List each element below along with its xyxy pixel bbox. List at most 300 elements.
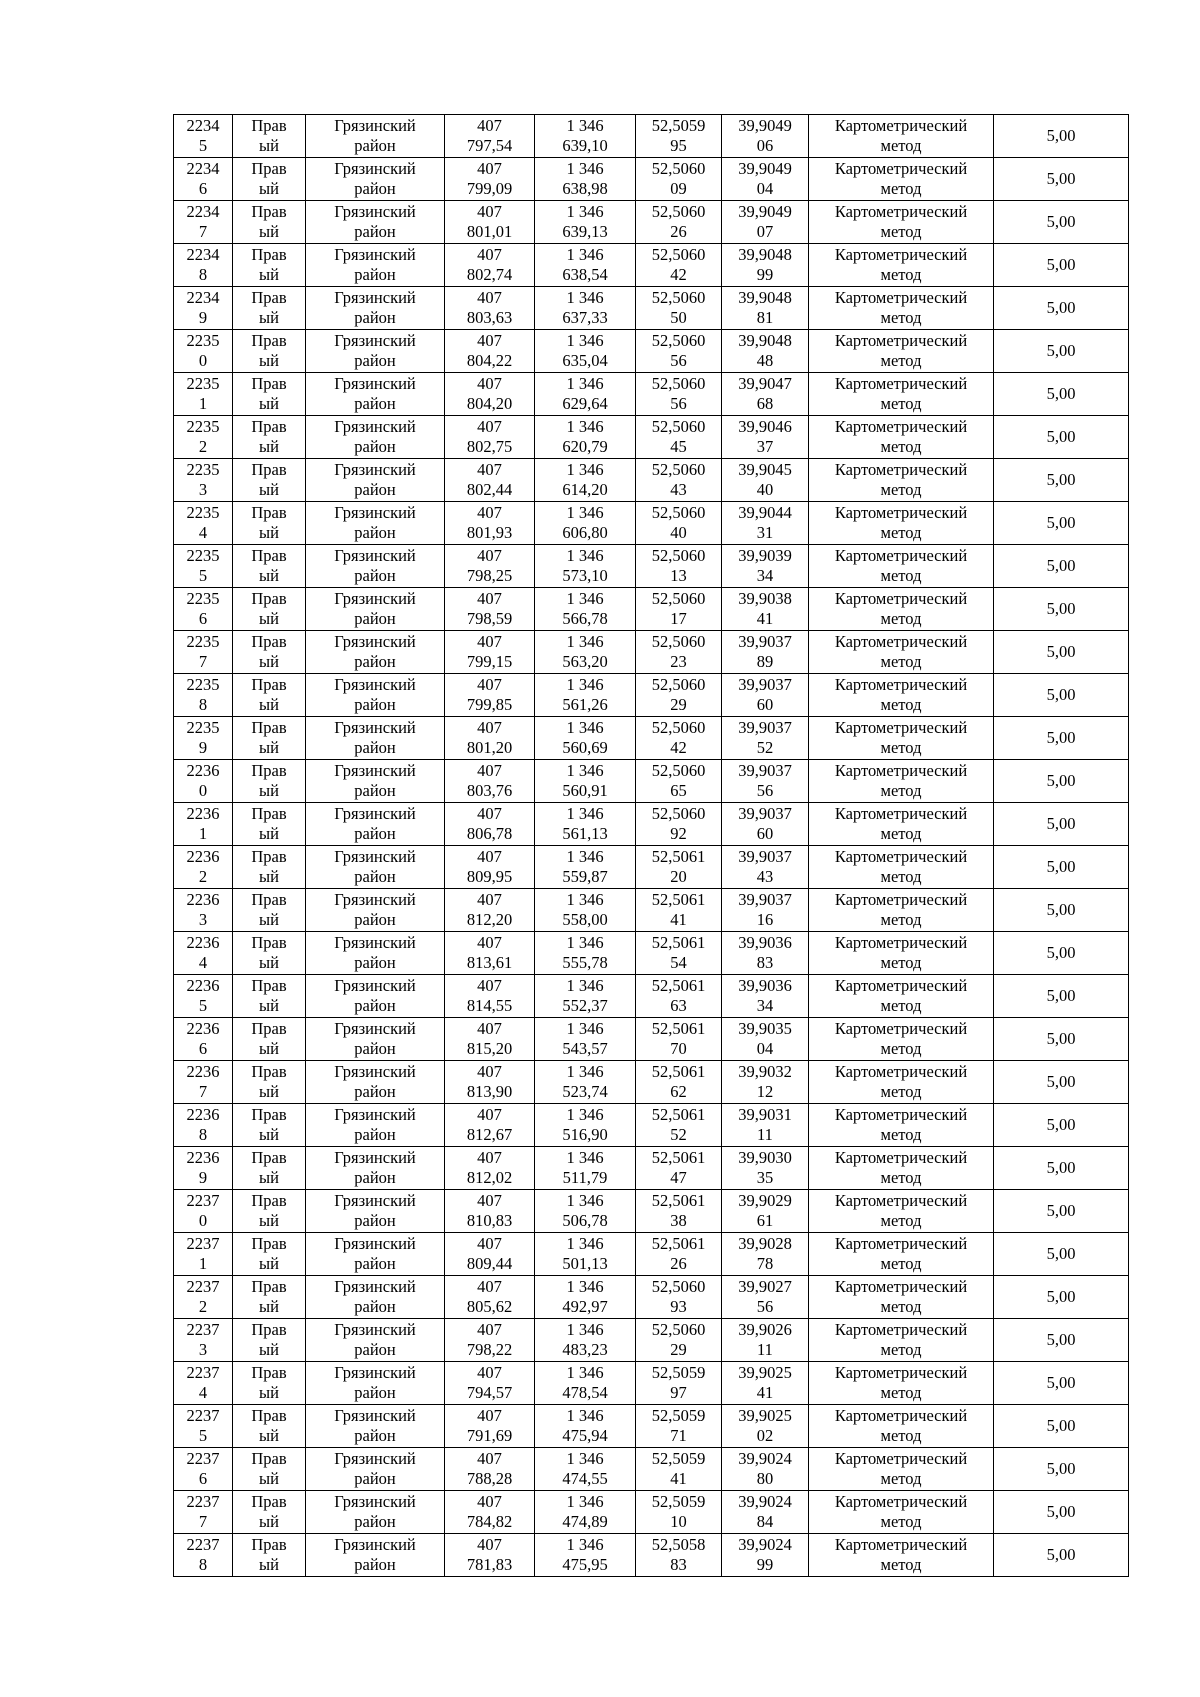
cell-coord-y: [535, 631, 636, 674]
cell-longitude-line: 39,9037: [738, 890, 792, 909]
cell-point-number-line: 5: [198, 136, 208, 155]
cell-coord-x-line: 407: [477, 1320, 502, 1339]
cell-bank-side: [233, 1491, 306, 1534]
cell-method: [809, 1405, 994, 1448]
cell-district: [306, 244, 445, 287]
cell-coord-x: [445, 1491, 535, 1534]
cell-coord-x-line: 407: [477, 1019, 502, 1038]
cell-point-number-line: 1: [198, 824, 208, 843]
cell-bank-side-line: Прав: [251, 159, 287, 178]
cell-coord-x-line: 802,44: [466, 480, 513, 499]
cell-accuracy: [994, 1362, 1129, 1405]
cell-bank-side-line: ый: [259, 351, 279, 370]
cell-latitude-line: 29: [670, 695, 687, 714]
cell-latitude: [636, 1319, 722, 1362]
cell-latitude-line: 52,5061: [651, 1148, 706, 1167]
cell-district-line: район: [354, 652, 396, 671]
cell-accuracy-value: 5,00: [1046, 986, 1076, 1005]
cell-latitude: [636, 416, 722, 459]
table-row: [174, 846, 1129, 889]
cell-coord-x-line: 407: [477, 976, 502, 995]
cell-latitude-line: 42: [670, 265, 687, 284]
cell-latitude: [636, 1190, 722, 1233]
cell-point-number-line: 2234: [186, 159, 220, 178]
cell-coord-y-line: 1 346: [566, 1105, 604, 1124]
cell-coord-y: [535, 1190, 636, 1233]
cell-district: [306, 975, 445, 1018]
cell-coord-x: [445, 1061, 535, 1104]
cell-district: [306, 1061, 445, 1104]
table-row: [174, 1147, 1129, 1190]
cell-accuracy: [994, 760, 1129, 803]
cell-coord-x-line: 802,75: [466, 437, 513, 456]
cell-method: [809, 373, 994, 416]
cell-district-line: район: [354, 910, 396, 929]
cell-coord-y: [535, 932, 636, 975]
table-row: [174, 1190, 1129, 1233]
cell-bank-side-line: ый: [259, 480, 279, 499]
cell-latitude-line: 83: [670, 1555, 687, 1574]
cell-bank-side-line: ый: [259, 222, 279, 241]
cell-bank-side-line: ый: [259, 566, 279, 585]
cell-longitude-line: 37: [756, 437, 774, 456]
cell-longitude-line: 39,9036: [738, 933, 792, 952]
cell-method-line: метод: [880, 1555, 922, 1574]
cell-coord-y-line: 558,00: [562, 910, 608, 929]
cell-bank-side-line: Прав: [251, 1277, 287, 1296]
cell-accuracy: [994, 1534, 1129, 1577]
cell-method-line: Картометрический: [834, 1105, 968, 1124]
cell-bank-side: [233, 201, 306, 244]
cell-method-line: метод: [880, 1039, 922, 1058]
cell-bank-side: [233, 1405, 306, 1448]
cell-point-number: [174, 674, 233, 717]
cell-latitude-line: 52,5061: [651, 1105, 706, 1124]
cell-district-line: район: [354, 265, 396, 284]
cell-district-line: район: [354, 308, 396, 327]
cell-bank-side-line: Прав: [251, 245, 287, 264]
cell-accuracy: [994, 932, 1129, 975]
cell-bank-side-line: Прав: [251, 1234, 287, 1253]
cell-longitude-line: 39,9038: [738, 589, 792, 608]
cell-accuracy-value: 5,00: [1046, 1287, 1076, 1306]
cell-district-line: район: [354, 1555, 396, 1574]
cell-point-number: [174, 1104, 233, 1147]
cell-bank-side-line: ый: [259, 1340, 279, 1359]
cell-longitude: [722, 330, 809, 373]
cell-method-line: Картометрический: [834, 675, 968, 694]
cell-point-number-line: 2237: [186, 1492, 220, 1511]
cell-accuracy-value: 5,00: [1046, 1201, 1076, 1220]
cell-accuracy-value: 5,00: [1046, 1115, 1076, 1134]
cell-district-line: район: [354, 1383, 396, 1402]
cell-coord-x-line: 407: [477, 1535, 502, 1554]
cell-coord-y: [535, 416, 636, 459]
cell-longitude: [722, 1061, 809, 1104]
cell-district-line: Грязинский: [334, 890, 416, 909]
cell-latitude-line: 52,5060: [651, 761, 706, 780]
cell-longitude-line: 83: [756, 953, 774, 972]
cell-bank-side: [233, 545, 306, 588]
cell-bank-side: [233, 1319, 306, 1362]
cell-longitude-line: 39,9048: [738, 245, 792, 264]
table-row: [174, 932, 1129, 975]
cell-latitude-line: 40: [670, 523, 687, 542]
cell-bank-side-line: Прав: [251, 1191, 287, 1210]
cell-method: [809, 1061, 994, 1104]
cell-latitude-line: 62: [670, 1082, 687, 1101]
cell-method: [809, 502, 994, 545]
cell-coord-x-line: 407: [477, 1062, 502, 1081]
cell-coord-x-line: 407: [477, 1492, 502, 1511]
cell-bank-side-line: ый: [259, 1426, 279, 1445]
cell-latitude-line: 52,5058: [651, 1535, 706, 1554]
cell-point-number: [174, 1362, 233, 1405]
cell-district: [306, 1319, 445, 1362]
cell-method-line: метод: [880, 1512, 922, 1531]
cell-coord-x: [445, 932, 535, 975]
cell-coord-x-line: 809,95: [466, 867, 513, 886]
cell-accuracy-value: 5,00: [1046, 556, 1076, 575]
cell-accuracy-value: 5,00: [1046, 599, 1076, 618]
cell-coord-y-line: 1 346: [566, 761, 604, 780]
cell-district-line: Грязинский: [334, 1277, 416, 1296]
cell-longitude-line: 11: [757, 1125, 773, 1144]
cell-bank-side-line: Прав: [251, 1535, 287, 1554]
cell-bank-side-line: Прав: [251, 1105, 287, 1124]
cell-method-line: метод: [880, 1426, 922, 1445]
cell-coord-y-line: 1 346: [566, 503, 604, 522]
cell-coord-y: [535, 287, 636, 330]
cell-accuracy: [994, 1233, 1129, 1276]
cell-latitude-line: 97: [670, 1383, 687, 1402]
cell-accuracy: [994, 416, 1129, 459]
cell-bank-side-line: Прав: [251, 1449, 287, 1468]
cell-point-number-line: 7: [198, 1082, 208, 1101]
cell-longitude-line: 80: [756, 1469, 774, 1488]
cell-method-line: метод: [880, 609, 922, 628]
cell-accuracy-value: 5,00: [1046, 126, 1076, 145]
cell-method: [809, 1276, 994, 1319]
cell-district-line: Грязинский: [334, 1019, 416, 1038]
cell-latitude-line: 71: [670, 1426, 687, 1445]
cell-district: [306, 287, 445, 330]
cell-point-number: [174, 201, 233, 244]
cell-point-number-line: 2234: [186, 116, 220, 135]
cell-method: [809, 760, 994, 803]
cell-point-number-line: 6: [198, 609, 208, 628]
cell-longitude-line: 39,9024: [738, 1535, 792, 1554]
cell-coord-x-line: 407: [477, 417, 502, 436]
cell-bank-side-line: Прав: [251, 890, 287, 909]
cell-district-line: район: [354, 695, 396, 714]
cell-latitude-line: 52: [670, 1125, 687, 1144]
cell-coord-x: [445, 588, 535, 631]
cell-district: [306, 1104, 445, 1147]
cell-coord-y-line: 1 346: [566, 1019, 604, 1038]
cell-bank-side-line: ый: [259, 1082, 279, 1101]
table-row: [174, 244, 1129, 287]
cell-district-line: район: [354, 566, 396, 585]
cell-district-line: Грязинский: [334, 245, 416, 264]
cell-method: [809, 330, 994, 373]
cell-accuracy: [994, 1405, 1129, 1448]
cell-latitude-line: 23: [670, 652, 687, 671]
cell-district-line: район: [354, 996, 396, 1015]
cell-accuracy: [994, 803, 1129, 846]
cell-method: [809, 287, 994, 330]
cell-latitude: [636, 244, 722, 287]
table-row: [174, 502, 1129, 545]
cell-coord-x: [445, 459, 535, 502]
cell-method-line: Картометрический: [834, 632, 968, 651]
cell-accuracy: [994, 1061, 1129, 1104]
cell-coord-y-line: 475,95: [562, 1555, 608, 1574]
cell-method-line: метод: [880, 695, 922, 714]
cell-accuracy-value: 5,00: [1046, 685, 1076, 704]
cell-coord-x-line: 801,93: [466, 523, 513, 542]
cell-longitude-line: 39,9037: [738, 804, 792, 823]
cell-longitude-line: 39,9025: [738, 1406, 792, 1425]
cell-coord-x: [445, 846, 535, 889]
cell-bank-side-line: Прав: [251, 202, 287, 221]
cell-latitude-line: 43: [670, 480, 687, 499]
cell-point-number: [174, 1233, 233, 1276]
cell-method-line: Картометрический: [834, 331, 968, 350]
cell-latitude-line: 52,5059: [651, 1406, 706, 1425]
cell-method-line: Картометрический: [834, 546, 968, 565]
cell-coord-y-line: 474,89: [562, 1512, 608, 1531]
cell-longitude-line: 39,9048: [738, 288, 792, 307]
cell-latitude: [636, 760, 722, 803]
cell-accuracy: [994, 1190, 1129, 1233]
cell-district-line: Грязинский: [334, 503, 416, 522]
cell-coord-y: [535, 674, 636, 717]
cell-latitude: [636, 115, 722, 158]
cell-method: [809, 631, 994, 674]
cell-bank-side: [233, 1276, 306, 1319]
cell-bank-side-line: ый: [259, 1125, 279, 1144]
cell-method-line: Картометрический: [834, 804, 968, 823]
cell-coord-x-line: 781,83: [466, 1555, 513, 1574]
cell-point-number-line: 6: [198, 1039, 208, 1058]
cell-latitude-line: 52,5061: [651, 933, 706, 952]
cell-latitude: [636, 502, 722, 545]
cell-method: [809, 932, 994, 975]
cell-accuracy-value: 5,00: [1046, 642, 1076, 661]
cell-district-line: район: [354, 394, 396, 413]
table-row: [174, 631, 1129, 674]
cell-method-line: метод: [880, 1254, 922, 1273]
cell-point-number-line: 2235: [186, 503, 220, 522]
cell-bank-side: [233, 1018, 306, 1061]
cell-longitude: [722, 803, 809, 846]
cell-accuracy-value: 5,00: [1046, 1158, 1076, 1177]
table-row: [174, 1448, 1129, 1491]
cell-latitude: [636, 1104, 722, 1147]
cell-latitude-line: 52,5061: [651, 1191, 706, 1210]
cell-longitude-line: 39,9024: [738, 1492, 792, 1511]
cell-point-number-line: 2236: [186, 761, 220, 780]
cell-longitude-line: 07: [756, 222, 774, 241]
cell-method-line: метод: [880, 351, 922, 370]
cell-longitude: [722, 1319, 809, 1362]
cell-point-number-line: 2235: [186, 718, 220, 737]
cell-district-line: Грязинский: [334, 1449, 416, 1468]
cell-point-number-line: 2: [198, 867, 208, 886]
cell-coord-y: [535, 1147, 636, 1190]
cell-method: [809, 416, 994, 459]
cell-coord-y: [535, 717, 636, 760]
cell-coord-y: [535, 846, 636, 889]
cell-point-number: [174, 158, 233, 201]
cell-district: [306, 330, 445, 373]
cell-method-line: Картометрический: [834, 976, 968, 995]
cell-coord-y: [535, 1018, 636, 1061]
cell-point-number-line: 2236: [186, 890, 220, 909]
cell-coord-y: [535, 1061, 636, 1104]
cell-point-number-line: 3: [198, 910, 208, 929]
table-row: [174, 1405, 1129, 1448]
cell-bank-side-line: Прав: [251, 417, 287, 436]
cell-longitude: [722, 287, 809, 330]
cell-point-number-line: 2235: [186, 460, 220, 479]
cell-point-number: [174, 1405, 233, 1448]
cell-coord-x-line: 799,09: [466, 179, 513, 198]
cell-bank-side: [233, 158, 306, 201]
cell-coord-y: [535, 244, 636, 287]
cell-coord-y-line: 637,33: [562, 308, 608, 327]
cell-coord-x-line: 407: [477, 1191, 502, 1210]
cell-latitude: [636, 1018, 722, 1061]
cell-bank-side: [233, 1362, 306, 1405]
cell-accuracy: [994, 1448, 1129, 1491]
cell-coord-y-line: 561,26: [562, 695, 608, 714]
cell-longitude-line: 39,9037: [738, 718, 792, 737]
cell-district-line: район: [354, 1168, 396, 1187]
table-row: [174, 1233, 1129, 1276]
cell-coord-x-line: 407: [477, 288, 502, 307]
cell-coord-x-line: 812,02: [466, 1168, 513, 1187]
cell-point-number-line: 3: [198, 480, 208, 499]
cell-method-line: метод: [880, 1383, 922, 1402]
cell-accuracy-value: 5,00: [1046, 298, 1076, 317]
cell-district-line: Грязинский: [334, 331, 416, 350]
cell-district-line: Грязинский: [334, 1492, 416, 1511]
cell-bank-side-line: ый: [259, 265, 279, 284]
table-row: [174, 975, 1129, 1018]
cell-point-number-line: 2237: [186, 1234, 220, 1253]
cell-accuracy: [994, 674, 1129, 717]
cell-method-line: Картометрический: [834, 890, 968, 909]
cell-coord-x-line: 407: [477, 546, 502, 565]
cell-coord-x-line: 809,44: [466, 1254, 513, 1273]
cell-district-line: Грязинский: [334, 116, 416, 135]
cell-bank-side-line: Прав: [251, 933, 287, 952]
cell-longitude-line: 04: [756, 179, 774, 198]
cell-method: [809, 674, 994, 717]
cell-bank-side-line: ый: [259, 1254, 279, 1273]
cell-coord-x-line: 813,90: [466, 1082, 513, 1101]
cell-point-number-line: 3: [198, 1340, 208, 1359]
table-row: [174, 674, 1129, 717]
cell-bank-side-line: Прав: [251, 1320, 287, 1339]
cell-coord-x-line: 407: [477, 632, 502, 651]
cell-district: [306, 1190, 445, 1233]
cell-latitude-line: 52,5060: [651, 503, 706, 522]
cell-latitude: [636, 459, 722, 502]
cell-coord-y-line: 555,78: [562, 953, 608, 972]
cell-accuracy: [994, 1276, 1129, 1319]
cell-method: [809, 975, 994, 1018]
cell-coord-x-line: 407: [477, 933, 502, 952]
cell-longitude-line: 61: [756, 1211, 774, 1230]
cell-method: [809, 889, 994, 932]
cell-district-line: Грязинский: [334, 589, 416, 608]
cell-district: [306, 631, 445, 674]
cell-point-number-line: 7: [198, 222, 208, 241]
cell-coord-x-line: 407: [477, 460, 502, 479]
cell-coord-x-line: 407: [477, 761, 502, 780]
cell-latitude: [636, 1061, 722, 1104]
cell-point-number: [174, 975, 233, 1018]
cell-latitude-line: 38: [670, 1211, 687, 1230]
cell-bank-side-line: ый: [259, 1168, 279, 1187]
cell-bank-side: [233, 1104, 306, 1147]
cell-point-number: [174, 1319, 233, 1362]
cell-latitude-line: 52,5061: [651, 847, 706, 866]
cell-longitude-line: 02: [756, 1426, 774, 1445]
cell-accuracy-value: 5,00: [1046, 814, 1076, 833]
cell-bank-side-line: ый: [259, 695, 279, 714]
cell-coord-y-line: 516,90: [562, 1125, 608, 1144]
cell-point-number: [174, 760, 233, 803]
cell-bank-side: [233, 459, 306, 502]
cell-longitude-line: 39,9037: [738, 761, 792, 780]
cell-point-number-line: 7: [198, 1512, 208, 1531]
cell-latitude: [636, 588, 722, 631]
cell-latitude: [636, 846, 722, 889]
cell-coord-y-line: 475,94: [562, 1426, 608, 1445]
cell-coord-x: [445, 287, 535, 330]
cell-longitude-line: 56: [756, 781, 774, 800]
cell-coord-y-line: 1 346: [566, 847, 604, 866]
cell-point-number-line: 2235: [186, 417, 220, 436]
cell-coord-x-line: 806,78: [466, 824, 513, 843]
cell-bank-side: [233, 631, 306, 674]
cell-method: [809, 1018, 994, 1061]
cell-accuracy: [994, 846, 1129, 889]
cell-coord-x-line: 407: [477, 159, 502, 178]
cell-point-number-line: 2237: [186, 1406, 220, 1425]
cell-latitude-line: 45: [670, 437, 687, 456]
cell-coord-x-line: 407: [477, 1234, 502, 1253]
cell-coord-y-line: 560,91: [562, 781, 608, 800]
cell-coord-y-line: 563,20: [562, 652, 608, 671]
cell-district-line: район: [354, 953, 396, 972]
cell-point-number: [174, 1448, 233, 1491]
cell-point-number: [174, 1534, 233, 1577]
cell-coord-y: [535, 1319, 636, 1362]
cell-longitude-line: 31: [756, 523, 774, 542]
cell-bank-side-line: ый: [259, 179, 279, 198]
cell-point-number-line: 2235: [186, 632, 220, 651]
cell-coord-y-line: 1 346: [566, 331, 604, 350]
cell-bank-side-line: ый: [259, 996, 279, 1015]
cell-coord-x: [445, 760, 535, 803]
cell-coord-y: [535, 803, 636, 846]
cell-latitude: [636, 717, 722, 760]
